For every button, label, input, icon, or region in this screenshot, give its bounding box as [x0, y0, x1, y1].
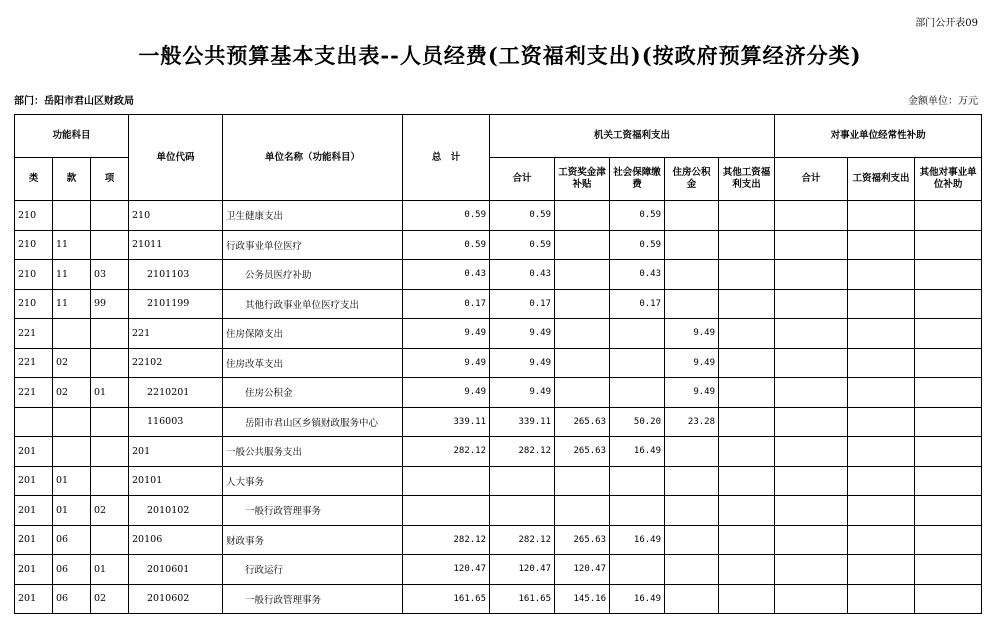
cell-unit-name: 公务员医疗补助 — [223, 260, 403, 290]
cell-agency-social — [610, 319, 665, 349]
cell-agency-other — [719, 260, 775, 290]
cell-subsidy-wage — [848, 260, 915, 290]
table-row — [15, 437, 982, 467]
header-agency-bonus: 工资奖金津补贴 — [555, 158, 610, 201]
cell-unit-code: 2101103 — [129, 260, 223, 290]
cell-agency-total — [490, 466, 555, 496]
cell-xiang: 02 — [91, 496, 129, 526]
cell-unit-code: 116003 — [129, 407, 223, 437]
cell-unit-code: 2010602 — [129, 584, 223, 614]
cell-subsidy-other — [915, 466, 982, 496]
cell-subsidy-total — [775, 496, 848, 526]
cell-agency-total: 9.49 — [490, 319, 555, 349]
cell-subsidy-other — [915, 437, 982, 467]
cell-total: 282.12 — [403, 525, 490, 555]
cell-subsidy-wage — [848, 437, 915, 467]
cell-agency-bonus — [555, 260, 610, 290]
cell-total: 0.59 — [403, 201, 490, 231]
cell-unit-name: 一般行政管理事务 — [223, 584, 403, 614]
cell-agency-other — [719, 289, 775, 319]
cell-agency-housing — [665, 260, 719, 290]
cell-agency-social: 16.49 — [610, 437, 665, 467]
cell-kuan — [53, 201, 91, 231]
cell-agency-other — [719, 437, 775, 467]
cell-agency-other — [719, 319, 775, 349]
cell-unit-name: 卫生健康支出 — [223, 201, 403, 231]
cell-agency-housing — [665, 201, 719, 231]
cell-subsidy-wage — [848, 378, 915, 408]
cell-agency-total: 9.49 — [490, 348, 555, 378]
cell-total: 9.49 — [403, 319, 490, 349]
cell-subsidy-wage — [848, 466, 915, 496]
cell-total: 0.43 — [403, 260, 490, 290]
budget-table — [14, 114, 982, 614]
header-unit-name: 单位名称（功能科目） — [223, 115, 403, 201]
cell-agency-other — [719, 201, 775, 231]
cell-unit-code: 2010601 — [129, 555, 223, 585]
page-title: 一般公共预算基本支出表--人员经费(工资福利支出)(按政府预算经济分类) — [138, 43, 862, 68]
cell-agency-housing — [665, 437, 719, 467]
cell-unit-code: 221 — [129, 319, 223, 349]
cell-unit-name: 一般行政管理事务 — [223, 496, 403, 526]
cell-unit-name: 住房改革支出 — [223, 348, 403, 378]
cell-kuan — [53, 437, 91, 467]
cell-lei: 201 — [15, 437, 53, 467]
cell-agency-housing — [665, 289, 719, 319]
cell-unit-name: 住房公积金 — [223, 378, 403, 408]
cell-unit-code: 21011 — [129, 230, 223, 260]
cell-agency-housing — [665, 466, 719, 496]
cell-subsidy-other — [915, 230, 982, 260]
cell-kuan: 11 — [53, 260, 91, 290]
cell-xiang: 01 — [91, 555, 129, 585]
cell-agency-housing — [665, 525, 719, 555]
cell-lei: 210 — [15, 201, 53, 231]
cell-lei: 201 — [15, 496, 53, 526]
cell-total: 9.49 — [403, 348, 490, 378]
cell-agency-bonus: 120.47 — [555, 555, 610, 585]
cell-subsidy-wage — [848, 289, 915, 319]
cell-unit-name: 其他行政事业单位医疗支出 — [223, 289, 403, 319]
cell-agency-bonus — [555, 348, 610, 378]
table-row — [15, 348, 982, 378]
cell-subsidy-total — [775, 319, 848, 349]
cell-agency-other — [719, 230, 775, 260]
cell-agency-bonus — [555, 496, 610, 526]
cell-agency-bonus — [555, 230, 610, 260]
cell-subsidy-total — [775, 466, 848, 496]
cell-kuan: 02 — [53, 378, 91, 408]
cell-agency-other — [719, 555, 775, 585]
cell-subsidy-other — [915, 378, 982, 408]
cell-agency-social: 16.49 — [610, 525, 665, 555]
cell-subsidy-total — [775, 378, 848, 408]
cell-lei: 201 — [15, 555, 53, 585]
table-row — [15, 230, 982, 260]
cell-total: 9.49 — [403, 378, 490, 408]
cell-subsidy-other — [915, 407, 982, 437]
cell-unit-name: 财政事务 — [223, 525, 403, 555]
cell-agency-social: 0.43 — [610, 260, 665, 290]
cell-agency-social — [610, 466, 665, 496]
cell-kuan — [53, 319, 91, 349]
cell-subsidy-total — [775, 230, 848, 260]
cell-kuan: 06 — [53, 525, 91, 555]
cell-total: 282.12 — [403, 437, 490, 467]
table-row — [15, 319, 982, 349]
cell-subsidy-other — [915, 289, 982, 319]
cell-agency-total: 0.59 — [490, 201, 555, 231]
cell-subsidy-wage — [848, 555, 915, 585]
header-agency-housing: 住房公积金 — [665, 158, 719, 201]
cell-agency-other — [719, 584, 775, 614]
table-row — [15, 584, 982, 614]
cell-subsidy-total — [775, 407, 848, 437]
cell-agency-social — [610, 348, 665, 378]
cell-agency-total: 9.49 — [490, 378, 555, 408]
cell-subsidy-total — [775, 201, 848, 231]
cell-kuan: 01 — [53, 466, 91, 496]
cell-lei: 201 — [15, 584, 53, 614]
cell-xiang — [91, 525, 129, 555]
cell-subsidy-other — [915, 201, 982, 231]
cell-agency-social: 16.49 — [610, 584, 665, 614]
header-func-subject: 功能科目 — [15, 115, 129, 158]
cell-agency-housing: 23.28 — [665, 407, 719, 437]
cell-agency-bonus — [555, 289, 610, 319]
cell-lei: 221 — [15, 378, 53, 408]
table-body — [15, 201, 982, 614]
cell-subsidy-total — [775, 584, 848, 614]
header-unit-code: 单位代码 — [129, 115, 223, 201]
cell-unit-name: 行政事业单位医疗 — [223, 230, 403, 260]
cell-agency-housing — [665, 584, 719, 614]
cell-agency-social — [610, 496, 665, 526]
cell-subsidy-wage — [848, 348, 915, 378]
cell-total: 120.47 — [403, 555, 490, 585]
table-row — [15, 289, 982, 319]
table-row — [15, 201, 982, 231]
cell-xiang — [91, 319, 129, 349]
cell-agency-total: 282.12 — [490, 437, 555, 467]
cell-lei: 201 — [15, 466, 53, 496]
cell-agency-bonus: 145.16 — [555, 584, 610, 614]
cell-total — [403, 496, 490, 526]
cell-lei: 221 — [15, 319, 53, 349]
cell-kuan: 06 — [53, 584, 91, 614]
cell-agency-housing — [665, 230, 719, 260]
cell-unit-name: 住房保障支出 — [223, 319, 403, 349]
cell-agency-total: 0.43 — [490, 260, 555, 290]
cell-lei: 210 — [15, 260, 53, 290]
cell-kuan: 02 — [53, 348, 91, 378]
cell-subsidy-other — [915, 555, 982, 585]
unit-label: 金额单位：万元 — [908, 96, 978, 107]
table-row — [15, 378, 982, 408]
cell-xiang — [91, 201, 129, 231]
cell-subsidy-other — [915, 496, 982, 526]
department-label: 部门：岳阳市君山区财政局 — [14, 96, 134, 107]
cell-agency-total: 0.17 — [490, 289, 555, 319]
cell-agency-housing: 9.49 — [665, 378, 719, 408]
header-subsidy-other: 其他对事业单位补助 — [915, 158, 982, 201]
cell-agency-total: 339.11 — [490, 407, 555, 437]
cell-lei: 221 — [15, 348, 53, 378]
cell-subsidy-wage — [848, 525, 915, 555]
cell-unit-code: 210 — [129, 201, 223, 231]
header-lei: 类 — [15, 158, 53, 201]
cell-agency-housing: 9.49 — [665, 348, 719, 378]
cell-unit-name: 行政运行 — [223, 555, 403, 585]
cell-unit-code: 2101199 — [129, 289, 223, 319]
cell-agency-other — [719, 525, 775, 555]
cell-subsidy-wage — [848, 201, 915, 231]
cell-agency-housing — [665, 496, 719, 526]
cell-subsidy-other — [915, 319, 982, 349]
cell-xiang: 99 — [91, 289, 129, 319]
cell-subsidy-other — [915, 260, 982, 290]
cell-unit-code: 2010102 — [129, 496, 223, 526]
cell-unit-code: 2210201 — [129, 378, 223, 408]
header-total: 总 计 — [403, 115, 490, 201]
header-subsidy-total: 合计 — [775, 158, 848, 201]
table-row — [15, 496, 982, 526]
cell-subsidy-total — [775, 555, 848, 585]
cell-lei: 210 — [15, 230, 53, 260]
cell-agency-total: 120.47 — [490, 555, 555, 585]
cell-unit-name: 人大事务 — [223, 466, 403, 496]
cell-agency-social: 0.59 — [610, 230, 665, 260]
cell-lei: 201 — [15, 525, 53, 555]
cell-agency-other — [719, 407, 775, 437]
cell-agency-other — [719, 348, 775, 378]
cell-total: 339.11 — [403, 407, 490, 437]
cell-agency-bonus — [555, 378, 610, 408]
table-row — [15, 260, 982, 290]
cell-total — [403, 466, 490, 496]
cell-xiang — [91, 348, 129, 378]
cell-agency-bonus — [555, 319, 610, 349]
cell-kuan: 01 — [53, 496, 91, 526]
cell-subsidy-wage — [848, 230, 915, 260]
cell-agency-social: 0.17 — [610, 289, 665, 319]
cell-subsidy-total — [775, 437, 848, 467]
cell-total: 0.17 — [403, 289, 490, 319]
cell-kuan: 11 — [53, 289, 91, 319]
table-row — [15, 555, 982, 585]
header-subsidy-wage: 工资福利支出 — [848, 158, 915, 201]
cell-agency-bonus: 265.63 — [555, 525, 610, 555]
cell-subsidy-total — [775, 525, 848, 555]
header-xiang: 项 — [91, 158, 129, 201]
cell-agency-bonus: 265.63 — [555, 407, 610, 437]
cell-agency-other — [719, 496, 775, 526]
cell-kuan: 11 — [53, 230, 91, 260]
header-agency-total: 合计 — [490, 158, 555, 201]
cell-agency-other — [719, 466, 775, 496]
cell-subsidy-other — [915, 348, 982, 378]
header-subsidy-group: 对事业单位经常性补助 — [775, 115, 982, 158]
cell-unit-name: 岳阳市君山区乡镇财政服务中心 — [223, 407, 403, 437]
cell-subsidy-other — [915, 584, 982, 614]
cell-xiang — [91, 407, 129, 437]
cell-kuan — [53, 407, 91, 437]
cell-xiang — [91, 437, 129, 467]
cell-agency-housing: 9.49 — [665, 319, 719, 349]
doc-tag: 部门公开表09 — [915, 18, 978, 29]
table-row — [15, 525, 982, 555]
cell-unit-code: 201 — [129, 437, 223, 467]
cell-subsidy-wage — [848, 407, 915, 437]
cell-xiang: 01 — [91, 378, 129, 408]
cell-unit-name: 一般公共服务支出 — [223, 437, 403, 467]
cell-agency-bonus — [555, 466, 610, 496]
cell-agency-total — [490, 496, 555, 526]
cell-agency-housing — [665, 555, 719, 585]
cell-agency-other — [719, 378, 775, 408]
cell-subsidy-total — [775, 289, 848, 319]
cell-total: 0.59 — [403, 230, 490, 260]
header-agency-other: 其他工资福利支出 — [719, 158, 775, 201]
cell-unit-code: 22102 — [129, 348, 223, 378]
cell-agency-social — [610, 555, 665, 585]
header-kuan: 款 — [53, 158, 91, 201]
cell-xiang — [91, 230, 129, 260]
cell-total: 161.65 — [403, 584, 490, 614]
cell-xiang: 03 — [91, 260, 129, 290]
cell-subsidy-wage — [848, 584, 915, 614]
cell-xiang — [91, 466, 129, 496]
cell-agency-social: 0.59 — [610, 201, 665, 231]
header-agency-group: 机关工资福利支出 — [490, 115, 775, 158]
cell-subsidy-total — [775, 260, 848, 290]
cell-kuan: 06 — [53, 555, 91, 585]
cell-subsidy-wage — [848, 496, 915, 526]
cell-lei — [15, 407, 53, 437]
cell-subsidy-wage — [848, 319, 915, 349]
cell-subsidy-other — [915, 525, 982, 555]
cell-agency-total: 0.59 — [490, 230, 555, 260]
table-row — [15, 466, 982, 496]
cell-agency-social: 50.20 — [610, 407, 665, 437]
cell-lei: 210 — [15, 289, 53, 319]
cell-agency-total: 161.65 — [490, 584, 555, 614]
cell-unit-code: 20101 — [129, 466, 223, 496]
cell-agency-bonus — [555, 201, 610, 231]
cell-agency-total: 282.12 — [490, 525, 555, 555]
table-row — [15, 407, 982, 437]
cell-xiang: 02 — [91, 584, 129, 614]
cell-subsidy-total — [775, 348, 848, 378]
cell-unit-code: 20106 — [129, 525, 223, 555]
cell-agency-bonus: 265.63 — [555, 437, 610, 467]
cell-agency-social — [610, 378, 665, 408]
header-agency-social: 社会保障缴费 — [610, 158, 665, 201]
